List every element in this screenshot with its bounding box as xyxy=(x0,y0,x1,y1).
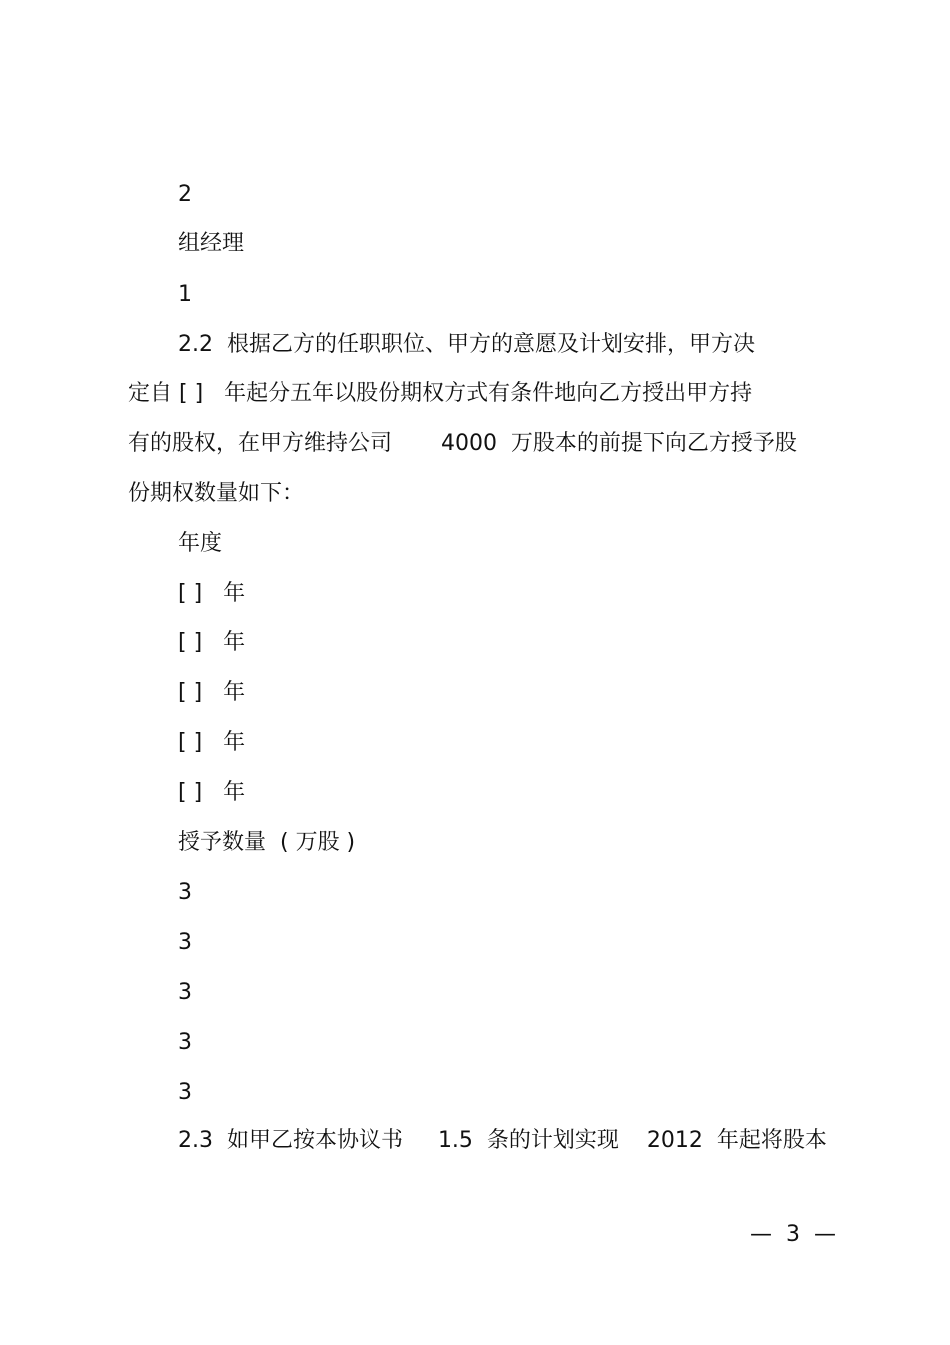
table-cell-quantity: 3 xyxy=(178,1080,192,1105)
paragraph-2-2-line-4: 份期权数量如下： xyxy=(128,481,305,506)
table-cell-quantity: 3 xyxy=(178,1030,192,1055)
paragraph-2-3-line-1: 2.3 如甲乙按本协议书 1.5 条的计划实现 2012 年起将股本 xyxy=(178,1128,827,1153)
paragraph-2-2-line-2: 定自 [ ] 年起分五年以股份期权方式有条件地向乙方授出甲方持 xyxy=(128,381,753,406)
table-header-quantity: 授予数量 ( 万股 ) xyxy=(178,830,356,855)
page-number: — 3 — xyxy=(750,1222,836,1247)
paragraph-2-2-line-1: 2.2 根据乙方的任职职位、甲方的意愿及计划安排，甲方决 xyxy=(178,332,755,357)
paragraph-2-2-line-3: 有的股权，在甲方维持公司 4000 万股本的前提下向乙方授予股 xyxy=(128,431,797,456)
table-cell-year: [ ] 年 xyxy=(178,680,246,705)
table-cell-year: [ ] 年 xyxy=(178,730,246,755)
table-cell-year: [ ] 年 xyxy=(178,780,246,805)
text-line: 2 xyxy=(178,182,192,207)
table-cell-quantity: 3 xyxy=(178,930,192,955)
text-line: 1 xyxy=(178,282,192,307)
table-cell-quantity: 3 xyxy=(178,980,192,1005)
table-cell-year: [ ] 年 xyxy=(178,581,246,606)
table-header-year: 年度 xyxy=(178,531,223,556)
table-cell-year: [ ] 年 xyxy=(178,630,246,655)
table-cell-quantity: 3 xyxy=(178,880,192,905)
text-line: 组经理 xyxy=(178,231,245,256)
